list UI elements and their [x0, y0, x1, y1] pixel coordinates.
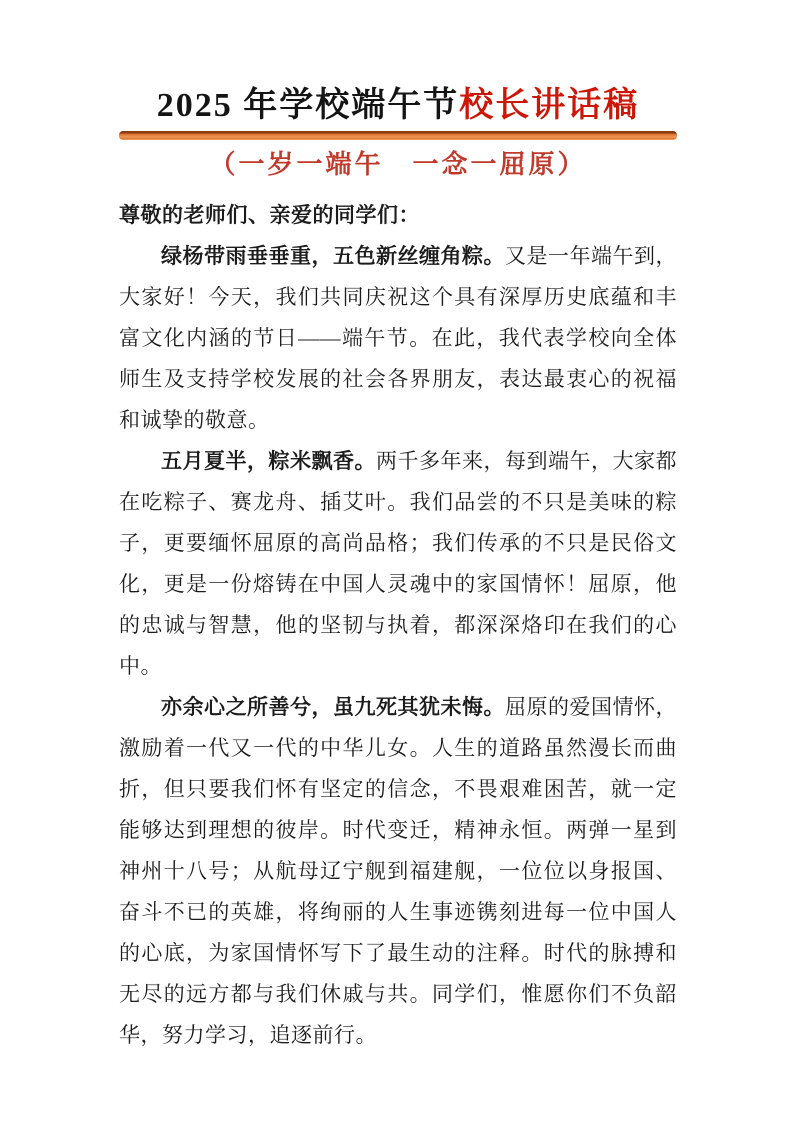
title-underline-rule [119, 131, 677, 140]
paragraph-1 [119, 236, 677, 441]
title-red-segment: 校长讲话稿 [459, 87, 640, 124]
salutation-line: 尊敬的老师们、亲爱的同学们： [119, 203, 420, 227]
paragraph-2-text: 两千多年来，每到端午，大家都在吃粽子、赛龙舟、插艾叶。我们品尝的不只是美味的粽子，更要缅怀屈原的高尚品格；我们传承的不只是民俗文化，更是一份熔铸在中国人灵魂中的家国情怀！屈原，他的忠诚与智慧，他的坚韧与执着，都深深烙印在我们的心中。 [119, 449, 677, 678]
paragraph-1-lead: 绿杨带雨垂垂重，五色新丝缠角粽。 [161, 244, 505, 268]
paragraph-1-text: 又是一年端午到，大家好！今天，我们共同庆祝这个具有深厚历史底蕴和丰富文化内涵的节日——端午节。在此，我代表学校向全体师生及支持学校发展的社会各界朋友，表达最衷心的祝福和诚挚的敬意。 [119, 244, 677, 432]
paragraph-3-text: 屈原的爱国情怀，激励着一代又一代的中华儿女。人生的道路虽然漫长而曲折，但只要我们怀有坚定的信念，不畏艰难困苦，就一定能够达到理想的彼岸。时代变迁，精神永恒。两弹一星到神州十八号；从航母辽宁舰到福建舰，一位位以身报国、奋斗不已的英雄，将绚丽的人生事迹镌刻进每一位中国人的心底，为家国情怀写下了最生动的注释。时代的脉搏和无尽的远方都与我们休戚与共。同学们，惟愿你们不负韶华，努力学习，追逐前行。 [119, 695, 677, 1047]
document-content [119, 84, 677, 1056]
document-title [119, 84, 677, 128]
document-subtitle: （一岁一端午 一念一屈原） [209, 150, 587, 179]
title-black-segment: 2025 年学校端午节 [156, 87, 460, 124]
paragraph-2-lead: 五月夏半，粽米飘香。 [161, 449, 376, 473]
document-body [119, 195, 677, 1056]
paragraph-3-lead: 亦余心之所善兮，虽九死其犹未悔。 [161, 695, 505, 719]
paragraph-3 [119, 687, 677, 1056]
paragraph-2 [119, 441, 677, 687]
